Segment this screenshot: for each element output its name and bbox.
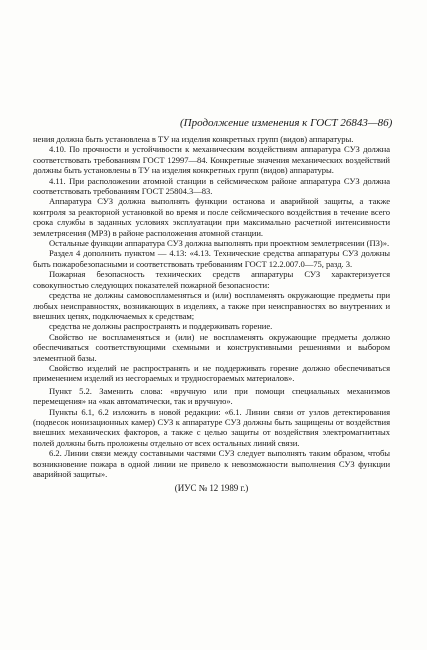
paragraph-5-2: Пункт 5.2. Заменить слова: «вручную или при помощи специальных механизмов перемещения» на «как автоматически, так и вручную». <box>33 385 390 407</box>
paragraph-4-10: 4.10. По прочности и устойчивости к механическим воздействиям аппаратура СУЗ должна соответствовать требованиям ГОСТ 12997—84. Конкретные значения механических воздействий должны быть установлены в ТУ на изделия конкретных групп (видов) аппаратуры. <box>33 144 390 176</box>
publication-note: (ИУС № 12 1989 г.) <box>174 483 249 494</box>
page-header: (Продолжение изменения к ГОСТ 26843—86) <box>180 117 393 129</box>
paragraph-continuation: нения должна быть установлена в ТУ на изделия конкретных групп (видов) аппаратуры. <box>33 134 354 144</box>
paragraph-non-ignition-property: Свойство не воспламеняться и (или) не воспламенять окружающие предметы должно обеспечиваться соответствующими схемными и конструктивными решениями и выбором элементной базы. <box>33 331 390 363</box>
document-body <box>33 134 390 494</box>
paragraph-no-spread: средства не должны распространять и поддерживать горение. <box>49 321 273 332</box>
paragraph-6-1: Пункты 6.1, 6.2 изложить в новой редакции: «6.1. Линии связи от узлов детектирования (подвесок ионизационных камер) СУЗ к аппаратуре СУЗ должны быть защищены от воздействия внешних механических факторов, а также с целью защиты от воздействия электромагнитных полей должны быть проложены отдельно от всех остальных линий связи. <box>33 406 390 448</box>
paragraph-seismic-functions: Аппаратура СУЗ должна выполнять функции останова и аварийной защиты, а также контроля за реакторной установкой во время и после сейсмического воздействия в течение всего срока службы в заданных условиях эксплуатации при максимально расчетной интенсивности землетрясения (МРЗ) в районе расположения атомной станции. <box>33 196 390 238</box>
paragraph-non-spread-property: Свойство изделий не распространять и не поддерживать горение должно обеспечиваться применением изделий из несгораемых и трудносгораемых материалов». <box>33 362 390 384</box>
paragraph-6-2: 6.2. Линии связи между составными частями СУЗ следует выполнять таким образом, чтобы возникновение пожара в одной линии не привело к невозможности выполнения СУЗ функции аварийной защиты». <box>33 448 390 479</box>
paragraph-section-4-13: Раздел 4 дополнить пунктом — 4.13: «4.13. Технические средства аппаратуры СУЗ должны быть пожаробезопасными и соответствовать требованиям ГОСТ 12.2.007.0—75, разд. 3. <box>33 248 390 269</box>
paragraph-no-self-ignition: средства не должны самовоспламеняться и (или) воспламенять окружающие предметы при любых неисправностях, возникающих в изделиях, а также при неисправностях во внутренних и внешних цепях, подключаемых к средствам; <box>33 290 390 321</box>
paragraph-other-functions: Остальные функции аппаратура СУЗ должна выполнять при проектном землетрясении (ПЗ)». <box>49 238 390 249</box>
paragraph-fire-safety: Пожарная безопасность технических средств аппаратуры СУЗ характеризуется совокупностью следующих показателей пожарной безопасности: <box>33 269 390 290</box>
paragraph-4-11: 4.11. При расположении атомной станции в сейсмическом районе аппаратура СУЗ должна соответствовать требованиям ГОСТ 25804.3—83. <box>33 175 390 197</box>
